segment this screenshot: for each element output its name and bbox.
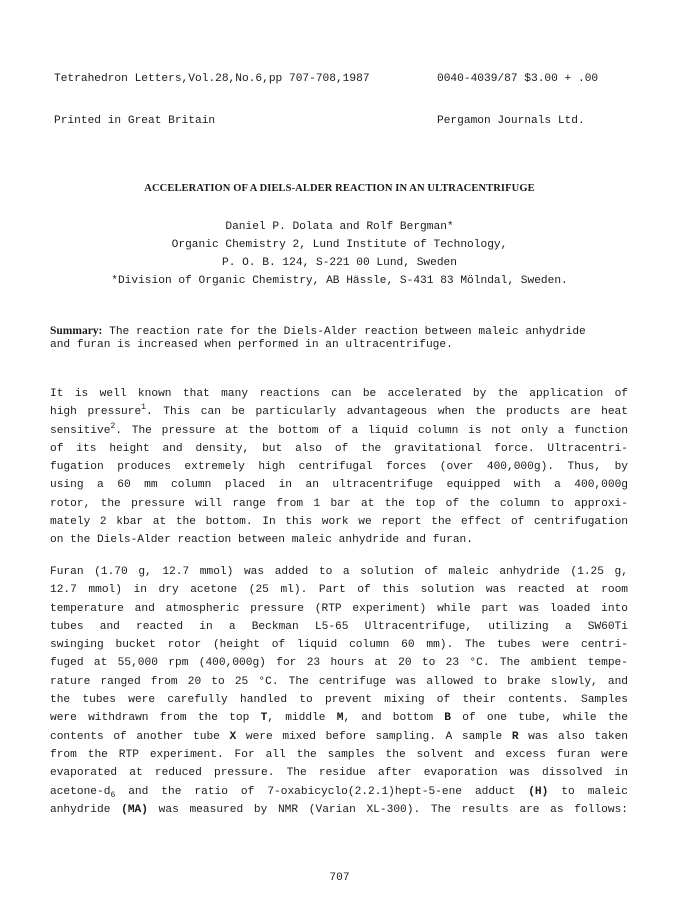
- text-line: mately 2 kbar at the bottom. In this work we report the effect of centrifugation: [50, 516, 628, 529]
- publisher-line: Pergamon Journals Ltd.: [437, 115, 585, 127]
- publisher-info: [437, 44, 598, 156]
- affiliation-line: P. O. B. 124, S-221 00 Lund, Sweden: [222, 257, 457, 269]
- text-line: contents of another tube X were mixed before sampling. A sample R was also taken: [50, 730, 628, 743]
- text-line: of its height and density, but also of the gravitational force. Ultracentri-: [50, 442, 628, 455]
- author-block: [0, 218, 679, 290]
- text-line: rature ranged from 20 to 25 °C. The centrifuge was allowed to brake slowly, and: [50, 675, 628, 688]
- text-line: Furan (1.70 g, 12.7 mmol) was added to a solution of maleic anhydride (1.25 g,: [50, 566, 628, 578]
- deuterium-subscript: 6: [110, 790, 116, 800]
- citation-line: Tetrahedron Letters,Vol.28,No.6,pp 707-708,1987: [54, 73, 370, 85]
- text-line: evaporated at reduced pressure. The residue after evaporation was dissolved in: [50, 767, 628, 780]
- text-line: sensitive$^2$. The pressure at the bottom of a liquid column is not only a function: [50, 421, 628, 437]
- sample-t: T: [260, 712, 268, 725]
- text-line: the tubes were carefully handled to prevent mixing of their contents. Samples: [50, 694, 628, 707]
- text-line: 12.7 mmol) in dry acetone (25 ml). Part of this solution was reacted at room: [50, 584, 628, 597]
- experimental-paragraph: [50, 563, 628, 819]
- sample-r: R: [511, 730, 519, 743]
- sample-x: X: [229, 730, 237, 743]
- summary-label: Summary:: [50, 325, 103, 337]
- sample-m: M: [336, 712, 344, 725]
- text-line: fugation produces extremely high centrifugal forces (over 400,000g). Thus, by: [50, 461, 628, 474]
- journal-citation: [54, 44, 370, 156]
- text-line: fuged at 55,000 rpm (400,000g) for 23 hours at 20 to 23 °C. The ambient tempe-: [50, 657, 628, 670]
- text-line: using a 60 mm column placed in an ultracentrifuge equipped with a 400,000g: [50, 479, 628, 492]
- maleic-anhydride-ma: (MA): [121, 803, 148, 816]
- summary-block: [50, 325, 630, 352]
- summary-text: The reaction rate for the Diels-Alder reaction between maleic anhydride: [102, 326, 586, 338]
- text-line: rotor, the pressure will range from 1 bar at the top of the column to approxi-: [50, 497, 628, 510]
- affiliation-line: *Division of Organic Chemistry, AB Hässle, S-431 83 Mölndal, Sweden.: [111, 275, 568, 287]
- printed-in-line: Printed in Great Britain: [54, 115, 216, 127]
- text-line: on the Diels-Alder reaction between maleic anhydride and furan.: [50, 534, 473, 547]
- text-line: anhydride (MA) was measured by NMR (Varian XL-300). The results are as follows:: [50, 803, 628, 816]
- text-line: acetone-$d_6$ and the ratio of 7-oxabicyclo(2.2.1)hept-5-ene adduct (H) to maleic: [50, 785, 629, 800]
- article-title: ACCELERATION OF A DIELS-ALDER REACTION IN AN ULTRACENTRIFUGE: [144, 183, 535, 194]
- text-line: from the RTP experiment. For all the samples the solvent and excess furan were: [50, 748, 628, 761]
- text-line: swinging bucket rotor (height of liquid column 60 mm). The tubes were centri-: [50, 639, 628, 652]
- text-line: temperature and atmospheric pressure (RTP experiment) while part was loaded into: [50, 602, 628, 615]
- reference-1: 1: [141, 403, 146, 413]
- text-line: were withdrawn from the top T, middle M, and bottom B of one tube, while the: [50, 712, 628, 725]
- sample-b: B: [444, 712, 451, 725]
- adduct-h: (H): [528, 785, 549, 798]
- affiliation-line: Organic Chemistry 2, Lund Institute of Technology,: [171, 239, 508, 251]
- intro-paragraph: [50, 385, 628, 550]
- page-number: 707: [329, 872, 350, 884]
- issn-price-line: 0040-4039/87 $3.00 + .00: [437, 73, 599, 85]
- text-line: tubes and reacted in a Beckman L5-65 Ultracentrifuge, utilizing a SW60Ti: [50, 620, 628, 633]
- summary-text: and furan is increased when performed in an ultracentrifuge.: [50, 339, 453, 351]
- reference-2: 2: [110, 421, 116, 431]
- text-line: It is well known that many reactions can be accelerated by the application of: [50, 388, 628, 400]
- author-names: Daniel P. Dolata and Rolf Bergman*: [225, 221, 454, 233]
- text-line: high pressure$^1$. This can be particularly advantageous when the products are heat: [50, 403, 628, 419]
